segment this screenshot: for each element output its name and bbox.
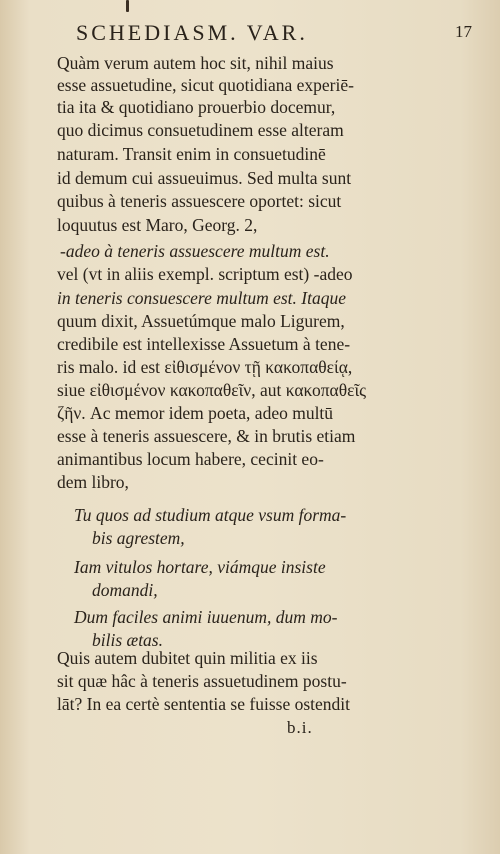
text-line: siue εἰθισμένον κακοπαθεῖν, aut κακοπαθεῖς xyxy=(57,380,367,400)
verse-line: Dum faciles animi iuuenum, dum mo- xyxy=(74,607,338,627)
verse-line: -adeo à teneris assuescere multum est. xyxy=(60,241,330,261)
text-line: credibile est intellexisse Assuetum à tene- xyxy=(57,334,351,354)
text-line: Quis autem dubitet quin militia ex iis xyxy=(57,648,318,668)
text-line: tia ita & quotidiano prouerbio docemur, xyxy=(57,97,336,117)
ink-mark xyxy=(126,0,129,12)
text-line: quo dicimus consuetudinem esse alteram xyxy=(57,120,344,140)
verse-line: bilis ætas. xyxy=(92,630,163,650)
text-line: naturam. Transit enim in consuetudinē xyxy=(57,144,326,164)
text-line: vel (vt in aliis exempl. scriptum est) -adeo xyxy=(57,264,353,284)
text-line: loquutus est Maro, Georg. 2, xyxy=(57,215,258,235)
text-line: ζῆν. Ac memor idem poeta, adeo multū xyxy=(57,403,334,423)
text-line: animantibus locum habere, cecinit eo- xyxy=(57,449,324,469)
text-line: quum dixit, Assuetúmque malo Ligurem, xyxy=(57,311,345,331)
text-line: quibus à teneris assuescere oportet: sicut xyxy=(57,191,342,211)
text-line: dem libro, xyxy=(57,472,129,492)
text-line: lāt? In ea certè sententia se fuisse ostendit xyxy=(57,694,351,714)
verse-line: Tu quos ad studium atque vsum forma- xyxy=(74,505,347,525)
running-header xyxy=(76,20,472,50)
text-line: id demum cui assueuimus. Sed multa sunt xyxy=(57,168,352,188)
text-line: esse à teneris assuescere, & in brutis etiam xyxy=(57,426,356,446)
running-title: SCHEDIASM. VAR. xyxy=(76,20,308,45)
text-line: ris malo. id est εἰθισμένον τῇ κακοπαθείᾳ, xyxy=(57,357,353,377)
page-number: 17 xyxy=(455,22,472,41)
verse-line: bis agrestem, xyxy=(92,528,185,548)
text-line: sit quæ hâc à teneris assuetudinem postu- xyxy=(57,671,347,691)
text-line: in teneris consuescere multum est. Itaque xyxy=(57,288,347,308)
verse-line: Iam vitulos hortare, viámque insiste xyxy=(74,557,326,577)
text-line: Quàm verum autem hoc sit, nihil maius xyxy=(57,53,334,73)
signature-mark: b.i. xyxy=(287,718,313,737)
verse-line: domandi, xyxy=(92,580,158,600)
text-line: esse assuetudine, sicut quotidiana experiē- xyxy=(57,75,354,95)
